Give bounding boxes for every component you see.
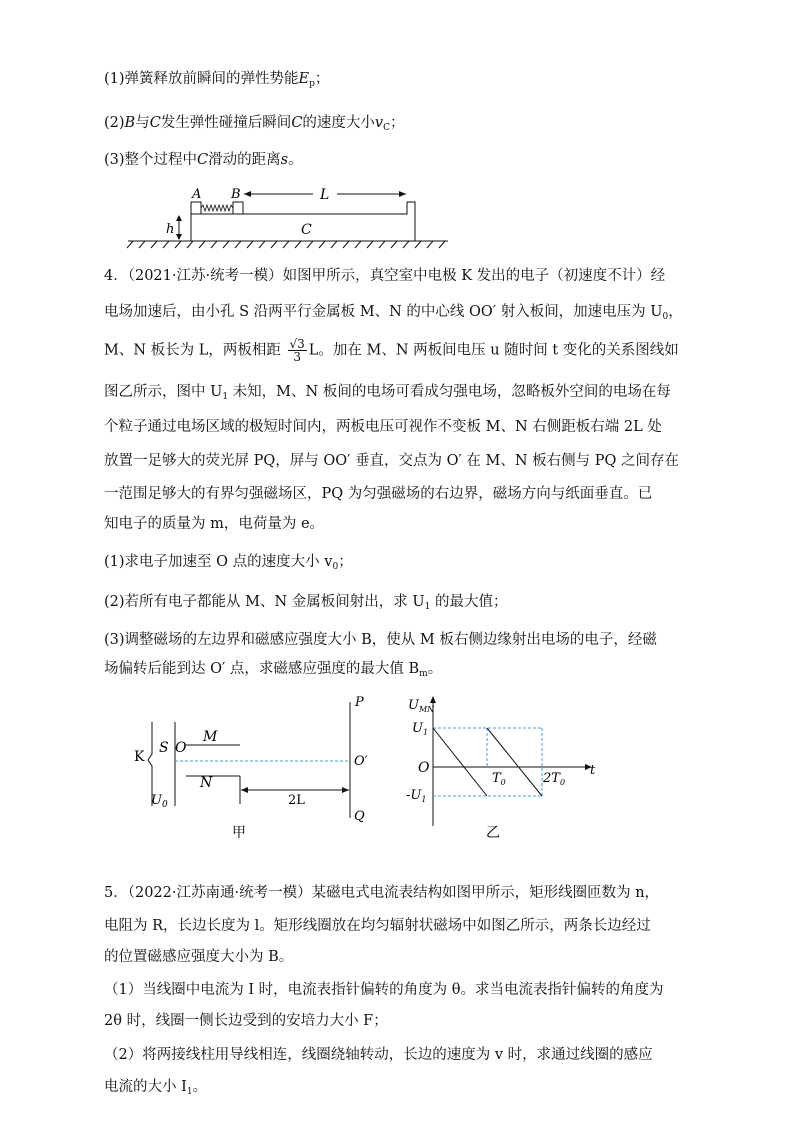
caption-jia: 甲	[232, 825, 246, 841]
q5-line3: 的位置磁感应强度大小为 B。	[104, 949, 294, 965]
q4-line2: 电场加速后，由小孔 S 沿两平行金属板 M、N 的中心线 OO′ 射入板间，加速电压为 $U_0$，	[104, 304, 683, 322]
tick-t0: $T_0$	[492, 771, 506, 787]
label-u0: $U_0$	[151, 793, 168, 810]
label-b: B	[231, 187, 241, 202]
electrode-k	[148, 742, 152, 778]
q3-sub1: (1)弹簧释放前瞬间的弹性势能$E_p$；	[104, 71, 330, 89]
q4-line5: 个粒子通过电场区域的极短时间内，两板电压可视作不变板 M、N 右侧距板右端 2L 处	[104, 419, 662, 435]
q3-sub3: (3)整个过程中C滑动的距离s。	[104, 152, 303, 168]
voltage-segment-1	[433, 728, 487, 796]
q4-sub3-line1: (3)调整磁场的左边界和磁感应强度大小 B，使从 M 板右侧边缘射出电场的电子，经磁	[104, 632, 657, 648]
q4-line3: M、N 板长为 L，两板相距 $\frac{√3}{3}$ L。加在 M、N 两板间电压 u 随时间 t 变化的关系图线如	[104, 337, 679, 364]
block-b	[233, 202, 243, 214]
q5-sub1-line1: （1）当线圈中电流为 I 时，电流表指针偏转的角度为 θ。求当电流表指针偏转的角度为	[104, 982, 664, 998]
q4-line1: 4．（2021·江苏·统考一模）如图甲所示，真空室中电极 K 发出的电子（初速度不计）经	[104, 268, 666, 284]
label-m: M	[203, 729, 218, 745]
spring	[201, 205, 233, 211]
q5-sub2-line1: （2）将两接线柱用导线相连，线圈绕轴转动，长边的速度为 v 时，求通过线圈的感应	[104, 1047, 653, 1063]
label-n: N	[200, 775, 213, 791]
q4-line6: 放置一足够大的荧光屏 PQ，屏与 OO′ 垂直，交点为 O′ 在 M、N 板右侧与 PQ 之间存在	[104, 453, 680, 469]
y-axis-label: $U_{MN}$	[408, 698, 435, 714]
label-o: O	[175, 740, 187, 756]
dashed-guides	[433, 728, 542, 796]
y-axis-arrow	[430, 696, 436, 703]
label-o-prime: O′	[354, 754, 368, 769]
label-p: P	[355, 695, 364, 710]
q4-source: 4．（2021·江苏·统考一模）	[104, 268, 283, 284]
q3-sub2: (2)B与C发生弹性碰撞后瞬间C的速度大小$v_C$；	[104, 115, 405, 133]
label-c: C	[301, 222, 312, 238]
label-a: A	[192, 187, 202, 202]
tick-u1: $U_1$	[412, 721, 429, 737]
fraction-root3-over-3: $\frac{√3}{3}$	[289, 337, 305, 364]
label-q: Q	[354, 809, 365, 824]
origin-label: O	[418, 760, 430, 776]
q5-line1: 5．（2022·江苏南通·统考一模）某磁电式电流表结构如图甲所示，矩形线圈匝数为 n，	[104, 885, 660, 901]
block-a	[191, 202, 201, 214]
q4-sub2: (2)若所有电子都能从 M、N 金属板间射出，求 $U_1$ 的最大值；	[104, 594, 508, 612]
q5-line2: 电阻为 R，长边长度为 l。矩形线圈放在均匀辐射状磁场中如图乙所示，两条长边经过	[104, 918, 651, 934]
q5-sub1-line2: 2θ 时，线圈一侧长边受到的安培力大小 F；	[104, 1013, 388, 1029]
q5-sub2-line2: 电流的大小 $I_1$。	[104, 1079, 208, 1097]
caption-yi: 乙	[486, 825, 500, 841]
q5-source: 5．（2022·江苏南通·统考一模）	[104, 885, 312, 901]
tick-minus-u1: $-U_1$	[406, 788, 427, 804]
q4-sub3-line2: 场偏转后能到达 O′ 点，求磁感应强度的最大值 $B_m$。	[104, 661, 443, 679]
ground	[127, 241, 448, 248]
dimension-h	[176, 215, 182, 240]
q3-figure	[125, 180, 455, 250]
q4-line8: 知电子的质量为 m，电荷量为 e。	[104, 516, 325, 532]
x-axis-label: t	[590, 763, 596, 778]
q4-sub1: (1)求电子加速至 O 点的速度大小 $v_0$；	[104, 554, 353, 572]
label-k: K	[134, 749, 145, 765]
label-2l: 2L	[288, 793, 305, 808]
tick-2t0: $2T_0$	[543, 771, 566, 787]
q4-figure-jia	[130, 692, 380, 842]
label-h: h	[166, 222, 175, 237]
q4-line7: 一范围足够大的有界匀强磁场区，PQ 为匀强磁场的右边界，磁场方向与纸面垂直。已	[104, 486, 653, 502]
q4-figure-yi	[380, 692, 600, 842]
label-s: S	[159, 740, 169, 756]
q4-line4: 图乙所示，图中 $U_1$ 未知，M、N 板间的电场可看成匀强电场，忽略板外空间的电场在每	[104, 384, 671, 402]
label-l: L	[320, 187, 330, 203]
